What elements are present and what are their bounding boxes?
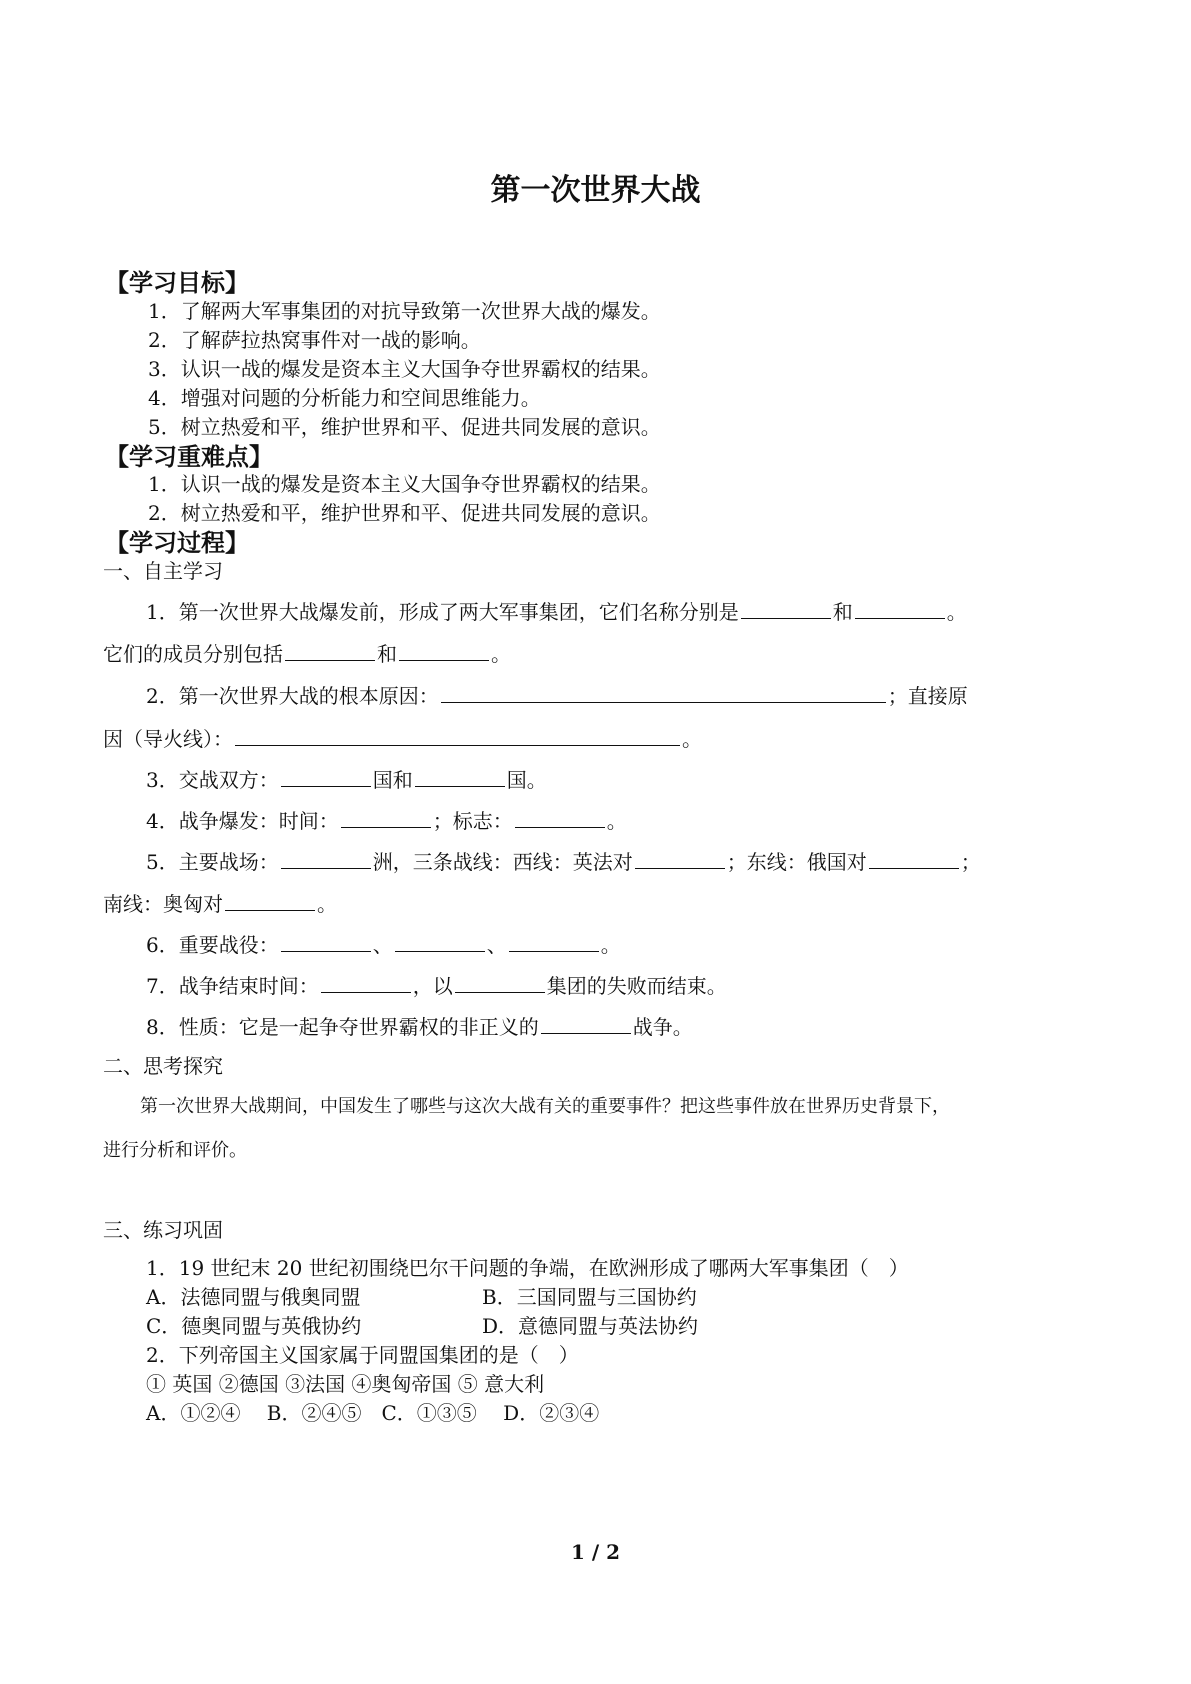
answer-blank[interactable] <box>281 766 371 787</box>
question-7: 7．战争结束时间： ，以 集团的失败而结束。 <box>146 974 727 998</box>
keypoint-item: 2．树立热爱和平，维护世界和平、促进共同发展的意识。 <box>148 501 661 525</box>
keypoint-item: 1．认识一战的爆发是资本主义大国争夺世界霸权的结果。 <box>148 472 661 496</box>
option-a[interactable]: A．法德同盟与俄奥同盟 <box>146 1285 361 1309</box>
answer-blank[interactable] <box>855 598 945 619</box>
option-c[interactable]: C．德奥同盟与英俄协约 <box>146 1314 362 1338</box>
keypoints-heading: 【学习重难点】 <box>105 443 273 471</box>
answer-blank[interactable] <box>225 890 315 911</box>
self-study-heading: 一、自主学习 <box>103 559 223 583</box>
goal-item: 5．树立热爱和平，维护世界和平、促进共同发展的意识。 <box>148 415 661 439</box>
question-4: 4．战争爆发：时间： ；标志： 。 <box>146 809 627 833</box>
inquiry-text-line-1: 第一次世界大战期间，中国发生了哪些与这次大战有关的重要事件？把这些事件放在世界历史背景下， <box>140 1096 950 1117</box>
page-number: 1 / 2 <box>570 1540 621 1564</box>
practice-heading: 三、练习巩固 <box>103 1218 223 1242</box>
answer-blank[interactable] <box>441 682 886 703</box>
country-list: ① 英国 ②德国 ③法国 ④奥匈帝国 ⑤ 意大利 <box>146 1372 545 1396</box>
practice-question-2: 2．下列帝国主义国家属于同盟国集团的是（ ） <box>146 1343 579 1367</box>
answer-blank[interactable] <box>455 972 545 993</box>
answer-blank[interactable] <box>509 931 599 952</box>
inquiry-text-line-2: 进行分析和评价。 <box>103 1140 247 1161</box>
answer-options[interactable]: A．①②④ B．②④⑤ C．①③⑤ D．②③④ <box>146 1401 600 1425</box>
question-6: 6．重要战役： 、 、 。 <box>146 933 621 957</box>
answer-blank[interactable] <box>395 931 485 952</box>
page-title: 第一次世界大战 <box>490 173 701 208</box>
question-2-line-1: 2．第一次世界大战的根本原因： ；直接原 <box>146 684 968 708</box>
question-3: 3．交战双方： 国和 国。 <box>146 768 547 792</box>
answer-blank[interactable] <box>515 807 605 828</box>
question-1-line-2: 它们的成员分别包括 和 。 <box>103 642 511 666</box>
goals-heading: 【学习目标】 <box>105 269 249 297</box>
answer-blank[interactable] <box>341 807 431 828</box>
goal-item: 4．增强对问题的分析能力和空间思维能力。 <box>148 386 541 410</box>
goal-item: 1．了解两大军事集团的对抗导致第一次世界大战的爆发。 <box>148 299 661 323</box>
answer-blank[interactable] <box>321 972 411 993</box>
answer-blank[interactable] <box>281 931 371 952</box>
answer-blank[interactable] <box>635 848 725 869</box>
practice-question-1: 1．19 世纪末 20 世纪初围绕巴尔干问题的争端，在欧洲形成了哪两大军事集团（ ） <box>146 1256 909 1280</box>
question-5-line-1: 5．主要战场： 洲，三条战线：西线：英法对 ；东线：俄国对 ； <box>146 850 981 874</box>
answer-blank[interactable] <box>415 766 505 787</box>
answer-blank[interactable] <box>399 640 489 661</box>
answer-blank[interactable] <box>869 848 959 869</box>
question-2-line-2: 因（导火线）： 。 <box>103 727 702 751</box>
goal-item: 2．了解萨拉热窝事件对一战的影响。 <box>148 328 481 352</box>
answer-blank[interactable] <box>235 725 680 746</box>
question-1-line-1: 1．第一次世界大战爆发前，形成了两大军事集团，它们名称分别是 和 。 <box>146 600 967 624</box>
goal-item: 3．认识一战的爆发是资本主义大国争夺世界霸权的结果。 <box>148 357 661 381</box>
answer-blank[interactable] <box>281 848 371 869</box>
answer-blank[interactable] <box>285 640 375 661</box>
option-d[interactable]: D．意德同盟与英法协约 <box>482 1314 699 1338</box>
process-heading: 【学习过程】 <box>105 529 249 557</box>
inquiry-heading: 二、思考探究 <box>103 1054 223 1078</box>
answer-blank[interactable] <box>741 598 831 619</box>
option-b[interactable]: B．三国同盟与三国协约 <box>482 1285 697 1309</box>
answer-blank[interactable] <box>541 1013 631 1034</box>
question-5-line-2: 南线：奥匈对 。 <box>103 892 337 916</box>
question-8: 8．性质：它是一起争夺世界霸权的非正义的 战争。 <box>146 1015 693 1039</box>
